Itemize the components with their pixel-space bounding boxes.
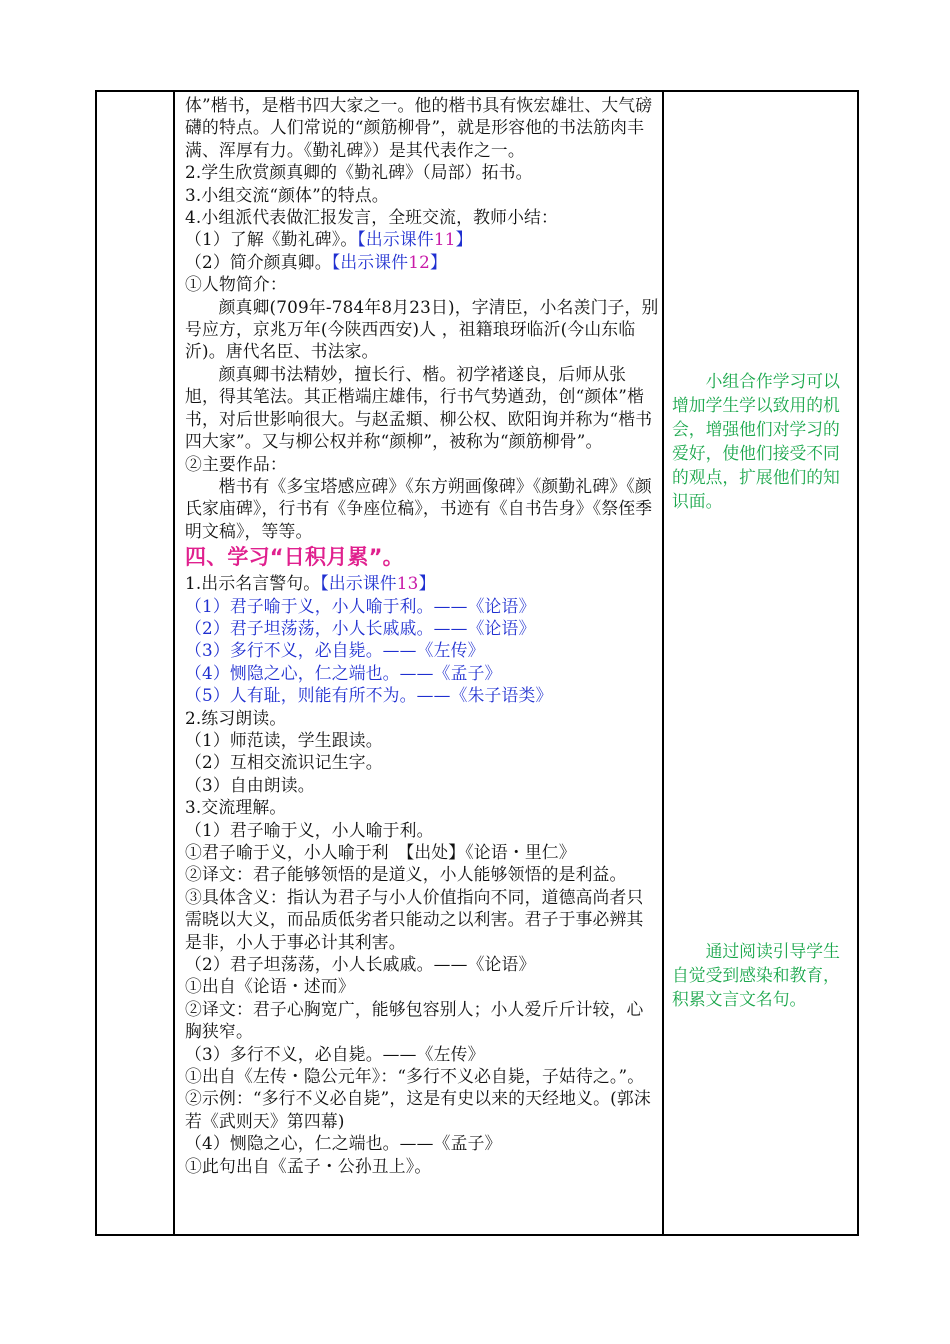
works-title: ②主要作品： bbox=[185, 453, 287, 474]
quote-5: （5）人有耻，则能有所不为。——《朱子语类》 bbox=[185, 685, 553, 706]
bio-title: ①人物简介： bbox=[185, 274, 287, 295]
step-2: 2.学生欣赏颜真卿的《勤礼碑》（局部）拓书。 bbox=[185, 162, 533, 183]
reading-item-1: （1）师范读，学生跟读。 bbox=[185, 729, 383, 750]
intro-paragraph: 体”楷书，是楷书四大家之一。他的楷书具有恢宏雄壮、大气磅礴的特点。人们常说的“颜筋柳骨”，就是形容他的书法筋肉丰满、浑厚有力。《勤礼碑》）是其代表作之一。 bbox=[185, 95, 653, 160]
works-paragraph: 楷书有《多宝塔感应碑》《东方朔画像碑》《颜勤礼碑》《颜氏家庙碑》，行书有《争座位稿》，书迹有《自书告身》《祭侄季明文稿》，等等。 bbox=[185, 475, 653, 541]
quote-2: （2）君子坦荡荡，小人长戚戚。——《论语》 bbox=[185, 617, 536, 638]
sub-step-2-text: （2）简介颜真卿。 bbox=[185, 251, 332, 272]
quote-3-source: ①出自《左传・隐公元年》：“多行不义必自毙，子姑待之。”。 bbox=[185, 1066, 645, 1087]
quote-1: （1）君子喻于义，小人喻于利。——《论语》 bbox=[185, 595, 536, 616]
quote-2-translation: ②译文：君子心胸宽广，能够包容别人；小人爱斤斤计较，心胸狭窄。 bbox=[185, 998, 644, 1042]
design-note-2: 通过阅读引导学生自觉受到感染和教育，积累文言文名句。 bbox=[672, 941, 840, 1009]
sub-step-1 bbox=[185, 228, 660, 250]
quote-4-source: ①此句出自《孟子・公孙丑上》。 bbox=[185, 1155, 432, 1176]
quote-1-translation: ②译文：君子能够领悟的是道义，小人能够领悟的是利益。 bbox=[185, 864, 627, 885]
teaching-process-cell bbox=[174, 91, 663, 1235]
courseware-tag-open: 【出示课件 bbox=[320, 573, 397, 594]
step-3: 3.小组交流“颜体”的特点。 bbox=[185, 184, 389, 205]
section-heading: 四、学习“日积月累”。 bbox=[185, 545, 404, 570]
stage-column-cell bbox=[96, 91, 174, 1235]
quote-3-title: （3）多行不义，必自毙。——《左传》 bbox=[185, 1043, 485, 1064]
lesson-table bbox=[95, 90, 859, 1236]
quote-1-meaning: ③具体含义：指认为君子与小人价值指向不同，道德高尚者只需晓以大义，而品质低劣者只能动之以利害。君子于事必辨其是非，小人于事必计其利害。 bbox=[185, 886, 644, 952]
quote-1-source: ①君子喻于义，小人喻于利 【出处】《论语・里仁》 bbox=[185, 842, 576, 862]
quote-2-source: ①出自《论语・述而》 bbox=[185, 976, 355, 997]
section-step-1-text: 1.出示名言警句。 bbox=[185, 573, 321, 594]
sub-step-2 bbox=[185, 251, 660, 273]
courseware-number: 11 bbox=[433, 229, 456, 250]
design-notes-cell bbox=[663, 91, 858, 1235]
quote-3-example: ②示例：“多行不义必自毙”，这是有史以来的天经地义。(郭沫若《武则天》第四幕) bbox=[185, 1088, 651, 1131]
bio-paragraph-1: 颜真卿(709年-784年8月23日)，字清臣，小名羡门子，别号应方，京兆万年(今陕西西安)人 ，祖籍琅玡临沂(今山东临沂)。唐代名臣、书法家。 bbox=[185, 296, 659, 362]
courseware-tag-open: 【出示课件 bbox=[357, 229, 434, 250]
courseware-tag-close: 】 bbox=[455, 229, 473, 250]
quote-4-title: （4）恻隐之心，仁之端也。——《孟子》 bbox=[185, 1133, 502, 1154]
courseware-tag-close: 】 bbox=[430, 251, 447, 272]
courseware-number: 13 bbox=[396, 573, 419, 594]
quote-3: （3）多行不义，必自毙。——《左传》 bbox=[185, 640, 485, 661]
courseware-number: 12 bbox=[408, 251, 431, 272]
bio-paragraph-2: 颜真卿书法精妙，擅长行、楷。初学褚遂良，后师从张旭，得其笔法。其正楷端庄雄伟，行书气势遒劲，创“颜体”楷书，对后世影响很大。与赵孟頫、柳公权、欧阳询并称为“楷书四大家”。又与柳公权并称“颜柳”，被称为“颜筋柳骨”。 bbox=[185, 363, 653, 452]
quote-1-title: （1）君子喻于义，小人喻于利。 bbox=[185, 819, 434, 840]
design-note-1: 小组合作学习可以增加学生学以致用的机会，增强他们对学习的爱好，使他们接受不同的观点，扩展他们的知识面。 bbox=[672, 371, 840, 511]
reading-item-2: （2）互相交流识记生字。 bbox=[185, 752, 383, 773]
sub-step-1-text: （1）了解《勤礼碑》。 bbox=[185, 229, 358, 250]
step-4: 4.小组派代表做汇报发言，全班交流，教师小结： bbox=[185, 207, 559, 228]
section-step-2: 2.练习朗读。 bbox=[185, 707, 287, 728]
reading-item-3: （3）自由朗读。 bbox=[185, 774, 315, 795]
section-step-3: 3.交流理解。 bbox=[185, 797, 287, 818]
teaching-process-content bbox=[175, 92, 662, 1177]
courseware-tag-open: 【出示课件 bbox=[331, 251, 409, 272]
quote-2-title: （2）君子坦荡荡，小人长戚戚。——《论语》 bbox=[185, 954, 536, 975]
section-step-1 bbox=[185, 572, 660, 594]
courseware-tag-close: 】 bbox=[418, 573, 436, 594]
quote-4: （4）恻隐之心，仁之端也。——《孟子》 bbox=[185, 662, 502, 683]
